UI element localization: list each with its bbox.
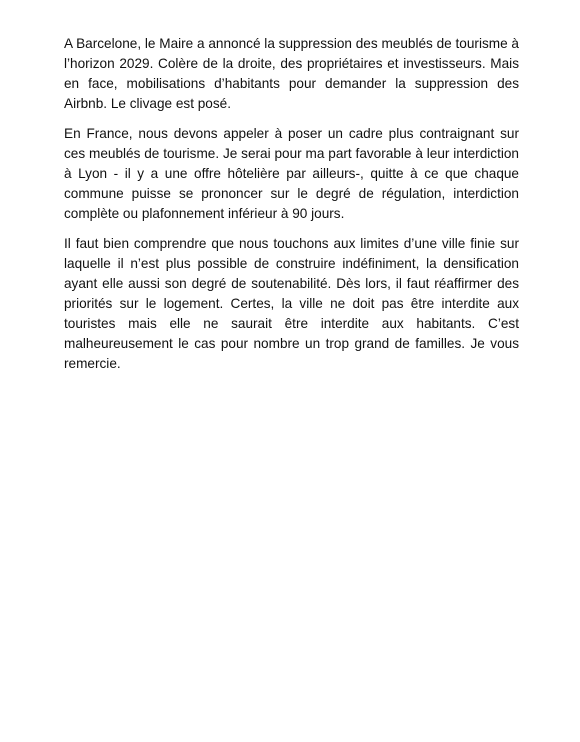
document-body (64, 34, 519, 384)
paragraph-1: A Barcelone, le Maire a annoncé la suppression des meublés de tourisme à l’horizon 2029. Colère de la droite, des propriétaires et investisseurs. Mais en face, mobilisations d’habitants pour demander la suppression des Airbnb. Le clivage est posé. (64, 36, 519, 111)
paragraph-2: En France, nous devons appeler à poser un cadre plus contraignant sur ces meublés de tourisme. Je serai pour ma part favorable à leur interdiction à Lyon - il y a une offre hôtelière par ailleurs-, quitte à ce que chaque commune puisse se prononcer sur le degré de régulation, interdiction complète ou plafonnement inférieur à 90 jours. (64, 126, 519, 221)
paragraph-3: Il faut bien comprendre que nous touchons aux limites d’une ville finie sur laquelle il n’est plus possible de construire indéfiniment, la densification ayant elle aussi son degré de soutenabilité. Dès lors, il faut réaffirmer des priorités sur le logement. Certes, la ville ne doit pas être interdite aux touristes mais elle ne saurait être interdite aux habitants. C’est malheureusement le cas pour nombre un trop grand de familles. Je vous remercie. (64, 236, 519, 371)
